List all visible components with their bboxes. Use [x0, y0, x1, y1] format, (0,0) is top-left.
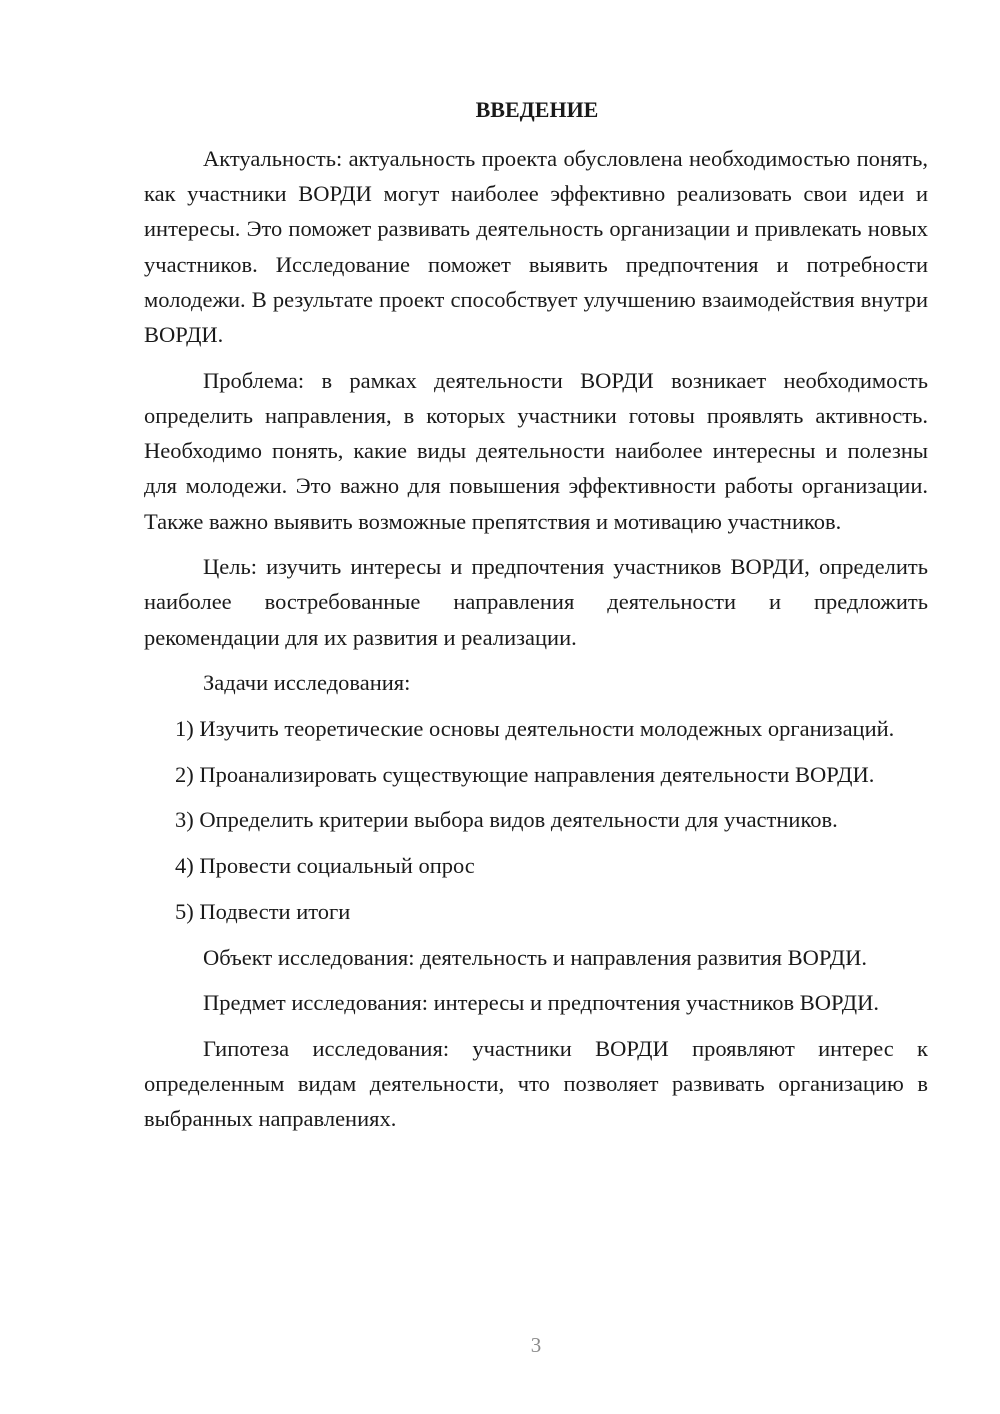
list-item-task-3: 3) Определить критерии выбора видов деятельности для участников.: [175, 807, 838, 833]
paragraph-tasks-title: Задачи исследования:: [203, 670, 411, 696]
list-item-task-5: 5) Подвести итоги: [175, 898, 351, 924]
paragraph-problem: Проблема: в рамках деятельности ВОРДИ возникает необходимость определить направления, в которых участники готовы проявлять активность. Необходимо понять, какие виды деятельности наиболее интересны и полезны для молодежи. Это важно для повышения эффективности работы организации. Также важно выявить возможные препятствия и мотивацию участников.: [144, 367, 928, 534]
document-page: [144, 92, 928, 1147]
list-item-task-2: 2) Проанализировать существующие направления деятельности ВОРДИ.: [175, 761, 875, 787]
document-heading: ВВЕДЕНИЕ: [475, 97, 599, 122]
paragraph-hypothesis: Гипотеза исследования: участники ВОРДИ проявляют интерес к определенным видам деятельности, что позволяет развивать организацию в выбранных направлениях.: [144, 1035, 928, 1132]
list-item-task-1: 1) Изучить теоретические основы деятельности молодежных организаций.: [175, 716, 895, 742]
paragraph-object: Объект исследования: деятельность и направления развития ВОРДИ.: [203, 944, 867, 970]
list-item-task-4: 4) Провести социальный опрос: [175, 853, 475, 879]
page-number: 3: [530, 1333, 542, 1357]
paragraph-goal: Цель: изучить интересы и предпочтения участников ВОРДИ, определить наиболее востребованные направления деятельности и предложить рекомендации для их развития и реализации.: [144, 554, 928, 650]
paragraph-relevance: Актуальность: актуальность проекта обусловлена необходимостью понять, как участники ВОРДИ могут наиболее эффективно реализовать свои идеи и интересы. Это поможет развивать деятельность организации и привлекать новых участников. Исследование поможет выявить предпочтения и потребности молодежи. В результате проект способствует улучшению взаимодействия внутри ВОРДИ.: [144, 146, 928, 348]
paragraph-subject: Предмет исследования: интересы и предпочтения участников ВОРДИ.: [203, 990, 880, 1016]
